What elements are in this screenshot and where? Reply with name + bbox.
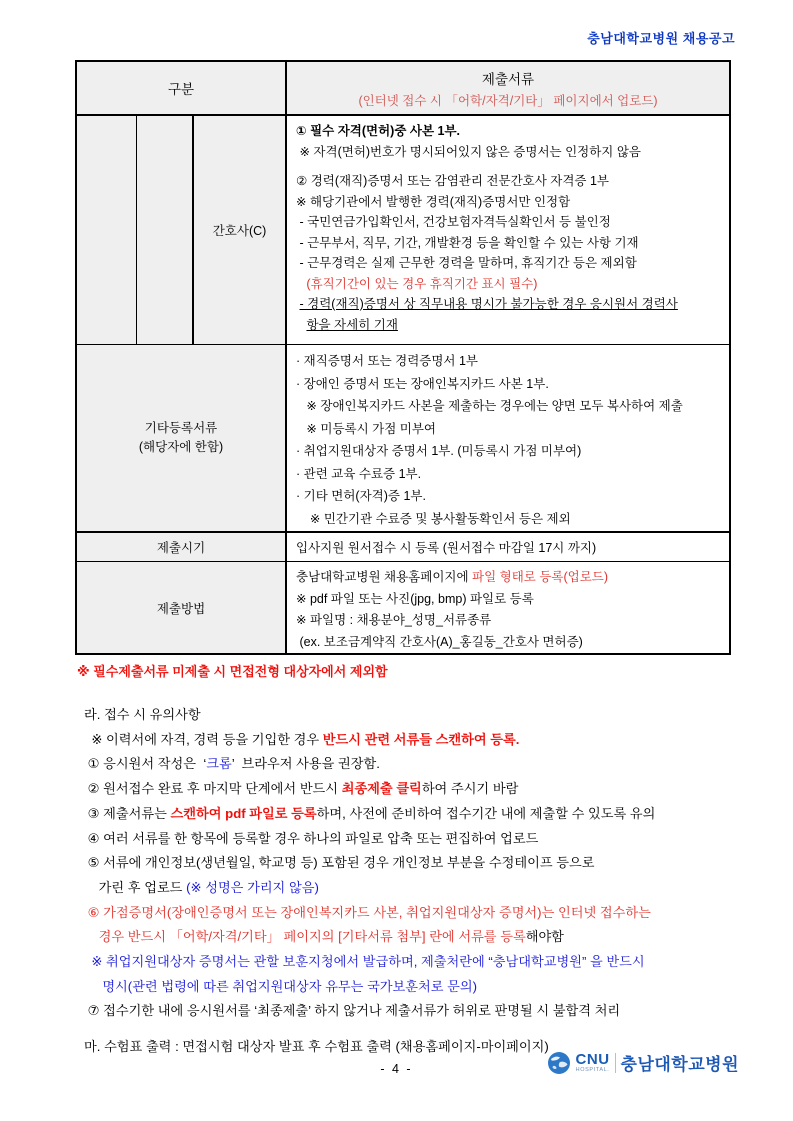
row-label-other-docs [76,345,286,533]
text-line [84,802,774,827]
text-segment: 항을 자세히 기재 [306,317,398,332]
text-segment: ※ 민간기관 수료증 및 봉사활동확인서 등은 제외 [296,511,571,526]
text-segment: · 관련 교육 수료증 1부. [296,466,422,481]
text-segment: ※ 파일명 : 채용분야_성명_서류종류 [296,613,492,627]
text-line [296,567,721,589]
text-segment: 스캔하여 pdf 파일로 등록 [170,805,317,821]
text-line [84,876,774,901]
text-line [84,999,774,1024]
text-segment: 반드시 관련 서류들 스캔하여 등록. [322,731,520,747]
text-line [84,827,774,852]
text-segment: ※ 취업지원대상자 증명서는 관할 보훈지청에서 발급하며, 제출처란에 “충남대학교병원” 을 반드시 [84,954,645,970]
text-line [84,777,774,802]
submission-method-label: 제출방법 [156,601,206,616]
required-docs-warning: ※ 필수제출서류 미제출 시 면접전형 대상자에서 제외함 [77,664,388,679]
header-cell-documents [286,61,730,115]
text-segment: · 기타 면허(자격)증 1부. [296,489,426,503]
text-segment: 라. 접수 시 유의사항 [84,707,201,722]
text-segment: 경우 반드시 「어학/자격/기타」 페이지의 [기타서류 첨부] 란에 서류를 등록 [84,929,526,945]
text-segment: · 취업지원대상자 증명서 1부. (미등록시 가점 미부여) [296,444,582,458]
text-segment [296,318,306,332]
table-header-row [76,61,730,115]
text-segment: ⑥ 가점증명서(장애인증명서 또는 장애인복지카드 사본, 취업지원대상자 증명서)는 인터넷 접수하는 [84,904,651,920]
text-line [296,294,721,315]
table-row-other-docs [76,345,730,533]
text-line [84,925,774,950]
empty-subcell-2 [136,115,193,345]
nurse-c-content [287,116,729,335]
row-label-submission-method [76,562,286,655]
text-segment: 하여 주시기 바람 [421,781,519,797]
text-segment: 해야함 [525,929,564,945]
nurse-c-label: 간호사(C) [212,224,267,238]
text-segment: (휴직기간이 있는 경우 휴직기간 표시 필수) [296,276,538,291]
text-segment: · 장애인 증명서 또는 장애인복지카드 사본 1부. [296,376,549,391]
text-segment: · 재직증명서 또는 경력증명서 1부 [296,354,478,368]
text-segment: ※ 자격(면허)번호가 명시되어있지 않은 증명서는 인정하지 않음 [296,144,642,159]
text-segment: ※ 이력서에 자격, 경력 등을 기입한 경우 [84,731,323,747]
cnu-hospital-logo [547,1050,739,1075]
table-row-nurse-c [76,115,730,345]
table-row-submission-time [76,532,730,562]
logo-divider [615,1053,616,1073]
text-line [84,950,774,975]
nurse-c-content-cell [286,115,730,345]
text-segment: ※ pdf 파일 또는 사진(jpg, bmp) 파일로 등록 [296,591,534,606]
text-line [296,610,721,632]
page-number: - 4 - [380,1062,413,1076]
text-segment: ’ 브라우저 사용을 권장함. [231,756,380,772]
text-line [84,851,774,876]
text-segment: 가린 후 업로드 [84,879,187,895]
text-line [296,253,721,274]
documents-header-subtitle: (인터넷 접수 시 「어학/자격/기타」 페이지에서 업로드) [358,93,658,108]
text-segment: 입사지원 원서접수 시 등록 (원서접수 마감일 17시 까지) [296,541,597,555]
text-line [296,589,721,611]
text-segment: ※ 해당기관에서 발행한 경력(재직)증명서만 인정함 [296,194,571,209]
text-line [296,508,721,531]
text-line [296,192,721,213]
text-line [296,315,721,336]
text-segment: ※ 장애인복지카드 사본을 제출하는 경우에는 양면 모두 복사하여 제출 [296,399,683,413]
text-segment: - 국민연금가입확인서, 건강보험자격득실확인서 등 불인정 [296,215,611,229]
text-segment: 크롬 [206,756,232,772]
text-line [296,418,721,441]
text-segment: ③ 제출서류는 [84,805,171,821]
text-line [84,901,774,926]
row-label-submission-time [76,532,286,562]
submission-time-label: 제출시기 [156,541,206,555]
hospital-name-text: 충남대학교병원 [620,1055,739,1074]
category-header-label: 구분 [167,82,195,97]
text-line [296,373,721,396]
hospital-text: HOSPITAL. [575,1066,610,1073]
text-segment: 하며, 사전에 준비하여 접수기간 내에 제출할 수 있도록 유의 [316,805,656,821]
text-segment: 파일 형태로 등록(업로드) [472,570,609,584]
exam-ticket-note: 마. 수험표 출력 : 면접시험 대상자 발표 후 수험표 출력 (채용홈페이지-마이페이지) [84,1039,549,1054]
text-line [296,463,721,486]
text-segment: - 경력(재직)증명서 상 직무내용 명시가 불가능한 경우 응시원서 경력사 [299,297,678,311]
text-segment: (ex. 보조금계약직 간호사(A)_홍길동_간호사 면허증) [296,634,583,649]
text-line [296,171,721,192]
other-docs-content-cell [286,345,730,533]
text-line [84,975,774,1000]
table-row-submission-method [76,562,730,655]
text-segment: ④ 여러 서류를 한 항목에 등록할 경우 하나의 파일로 압축 또는 편집하여 업로드 [84,830,539,846]
text-line [84,703,774,728]
submission-method-content-cell [286,562,730,655]
text-segment: ② 경력(재직)증명서 또는 감염관리 전문간호사 자격증 1부 [296,174,609,188]
documents-table [75,60,731,655]
text-line [296,274,721,295]
application-notes-section [84,703,774,1024]
text-line [296,233,721,254]
submission-time-content-cell [286,532,730,562]
submission-time-content [287,538,729,556]
text-segment: - 근무부서, 직무, 기간, 개발환경 등을 확인할 수 있는 사항 기재 [296,235,639,250]
documents-header-title: 제출서류 [481,71,535,87]
text-line [296,162,721,171]
row-label-nurse-c [193,115,286,345]
text-segment: ① 필수 자격(면허)중 사본 1부. [296,124,460,138]
text-line [296,632,721,654]
text-segment: 최종제출 클릭 [341,781,422,797]
cnu-wordmark [576,1052,610,1074]
text-segment: ※ 미등록시 가점 미부여 [296,421,437,436]
text-line [296,440,721,463]
text-segment: - 근무경력은 실제 근무한 경력을 말하며, 휴직기간 등은 제외함 [296,256,637,270]
text-line [84,728,774,753]
recruitment-notice-label: 충남대학교병원 채용공고 [587,31,735,46]
submission-method-content [287,562,729,653]
text-segment: ② 원서접수 완료 후 마지막 단계에서 반드시 [84,781,342,797]
text-segment: ① 응시원서 작성은 ‘ [84,756,207,772]
text-line [296,538,721,556]
empty-subcell-1 [76,115,136,345]
text-segment: 명시(관련 법령에 따른 취업지원대상자 유무는 국가보훈처로 문의) [84,978,478,994]
other-docs-content [287,345,729,530]
text-line [296,142,721,163]
text-line [296,121,721,142]
globe-icon [547,1051,571,1075]
text-segment: (※ 성명은 가리지 않음) [186,879,319,895]
text-line [296,395,721,418]
text-line [296,485,721,508]
other-docs-label-line1: 기타등록서류 [144,421,218,435]
text-line [84,752,774,777]
header-cell-category [76,61,286,115]
text-segment: 충남대학교병원 채용홈페이지에 [296,570,473,584]
text-line [296,212,721,233]
text-segment: ⑦ 접수기한 내에 응시원서를 ‘최종제출’ 하지 않거나 제출서류가 허위로 판명될 시 불합격 처리 [84,1003,621,1019]
cnu-text: CNU [575,1050,610,1068]
text-line [296,350,721,373]
other-docs-label-line2: (해당자에 한함) [138,440,224,454]
text-segment: ⑤ 서류에 개인정보(생년월일, 학교명 등) 포함된 경우 개인정보 부분을 수정테이프 등으로 [84,855,595,871]
